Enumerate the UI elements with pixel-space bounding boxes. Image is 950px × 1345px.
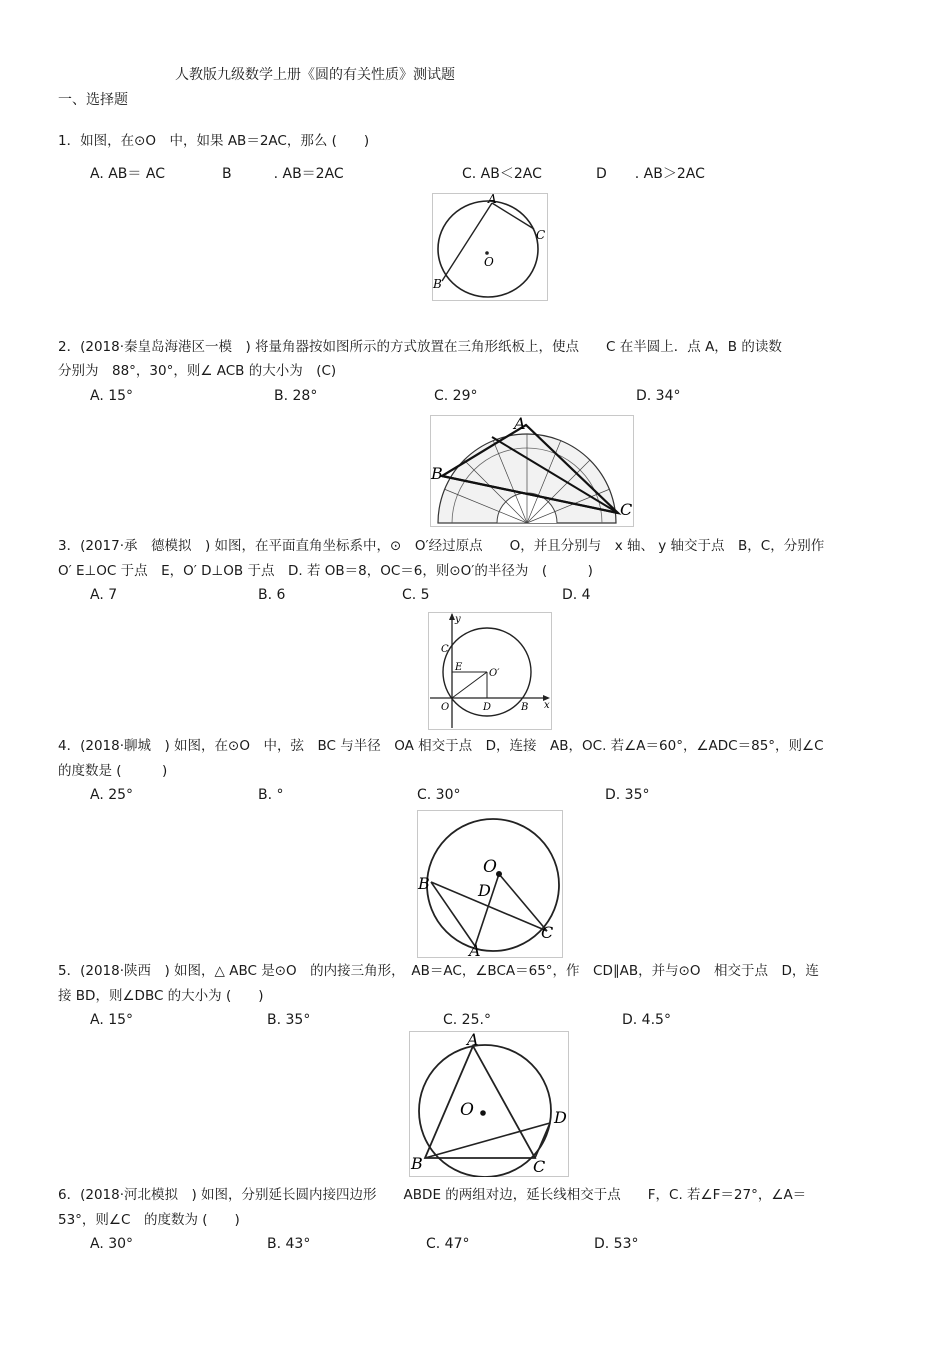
label-o: O xyxy=(441,702,450,713)
question-4-figure xyxy=(417,810,563,958)
question-3-option-b: B. 6 xyxy=(258,587,286,603)
question-2-option-a: A. 15° xyxy=(90,388,134,404)
label-b: B xyxy=(521,702,529,713)
question-6-stem-line-1: 6．(2018·河北模拟 ) 如图，分别延长圆内接四边形 ABDE 的两组对边，延长线相交于点 F，C. 若∠F＝27°，∠A＝ xyxy=(58,1187,807,1203)
question-6-option-d: D. 53° xyxy=(594,1236,639,1252)
question-4-option-b: B. ° xyxy=(258,787,284,803)
label-c: C xyxy=(441,644,449,655)
label-d: D xyxy=(478,881,491,900)
label-d: D xyxy=(554,1108,567,1127)
question-4-stem-line-2: 的度数是 ( ) xyxy=(58,763,168,779)
label-c: C xyxy=(533,1157,546,1176)
page-title: 人教版九级数学上册《圆的有关性质》测试题 xyxy=(175,67,455,83)
question-4-stem-line-1: 4．(2018·聊城 ) 如图，在⊙O 中，弦 BC 与半径 OA 相交于点 D，连接 AB，OC. 若∠A＝60°，∠ADC＝85°，则∠C xyxy=(58,738,824,754)
question-2-option-c: C. 29° xyxy=(434,388,478,404)
label-b: B xyxy=(411,1154,423,1173)
label-c: C xyxy=(541,923,554,942)
question-4-option-d: D. 35° xyxy=(605,787,650,803)
question-5-option-d: D. 4.5° xyxy=(622,1012,671,1028)
question-6-option-b: B. 43° xyxy=(267,1236,311,1252)
question-3-stem-line-2: O′ E⊥OC 于点 E，O′ D⊥OB 于点 D. 若 OB＝8，OC＝6，则⊙O′的半径为 ( ) xyxy=(58,563,593,579)
question-3-option-a: A. 7 xyxy=(90,587,118,603)
question-2-option-d: D. 34° xyxy=(636,388,681,404)
question-5-option-c: C. 25.° xyxy=(443,1012,491,1028)
question-4-option-c: C. 30° xyxy=(417,787,461,803)
question-1-figure xyxy=(432,193,548,301)
label-b: B xyxy=(418,874,430,893)
label-a: A xyxy=(514,415,526,433)
question-1-option-d: D . AB＞2AC xyxy=(596,166,705,182)
question-2-figure xyxy=(430,415,634,527)
question-1-option-a: A. AB＝ AC xyxy=(90,166,165,182)
label-o: O xyxy=(484,255,494,269)
question-5-option-a: A. 15° xyxy=(90,1012,134,1028)
label-a: A xyxy=(469,941,481,958)
question-5-stem-line-2: 接 BD，则∠DBC 的大小为 ( ) xyxy=(58,988,264,1004)
label-a: A xyxy=(467,1031,479,1049)
question-3-option-d: D. 4 xyxy=(562,587,591,603)
label-d: D xyxy=(483,702,492,713)
question-4-option-a: A. 25° xyxy=(90,787,134,803)
question-5-stem-line-1: 5．(2018·陕西 ) 如图，△ ABC 是⊙O 的内接三角形， AB＝AC，∠BCA＝65°，作 CD∥AB，并与⊙O 相交于点 D，连 xyxy=(58,963,819,979)
question-6-option-a: A. 30° xyxy=(90,1236,134,1252)
label-b: B xyxy=(431,464,443,483)
label-c: C xyxy=(536,228,546,242)
label-o-prime: O′ xyxy=(489,668,500,679)
question-6-stem-line-2: 53°，则∠C 的度数为 ( ) xyxy=(58,1212,240,1228)
question-2-option-b: B. 28° xyxy=(274,388,318,404)
label-e: E xyxy=(455,662,463,673)
question-5-option-b: B. 35° xyxy=(267,1012,311,1028)
question-2-stem-line-1: 2．(2018·秦皇岛海港区一模 ) 将量角器按如图所示的方式放置在三角形纸板上，使点 C 在半圆上．点 A，B 的读数 xyxy=(58,339,782,355)
label-y: y xyxy=(455,614,461,625)
question-3-stem-line-1: 3．(2017·承 德模拟 ) 如图，在平面直角坐标系中，⊙ O′经过原点 O，并且分别与 x 轴、 y 轴交于点 B，C，分别作 xyxy=(58,538,825,554)
section-heading: 一、选择题 xyxy=(58,92,128,108)
label-b: B xyxy=(433,277,442,291)
label-x: x xyxy=(544,700,550,711)
question-1-stem: 1．如图，在⊙O 中，如果 AB＝2AC，那么 ( ) xyxy=(58,133,370,149)
question-3-figure xyxy=(428,612,552,730)
label-o: O xyxy=(460,1100,474,1120)
label-a: A xyxy=(488,193,497,206)
label-c: C xyxy=(620,500,633,519)
question-2-stem-line-2: 分别为 88°，30°，则∠ ACB 的大小为 (C) xyxy=(58,363,337,379)
label-o: O xyxy=(483,857,497,877)
question-3-option-c: C. 5 xyxy=(402,587,430,603)
question-1-option-b: B . AB＝2AC xyxy=(222,166,344,182)
question-5-figure xyxy=(409,1031,569,1177)
question-6-option-c: C. 47° xyxy=(426,1236,470,1252)
question-1-option-c: C. AB＜2AC xyxy=(462,166,542,182)
